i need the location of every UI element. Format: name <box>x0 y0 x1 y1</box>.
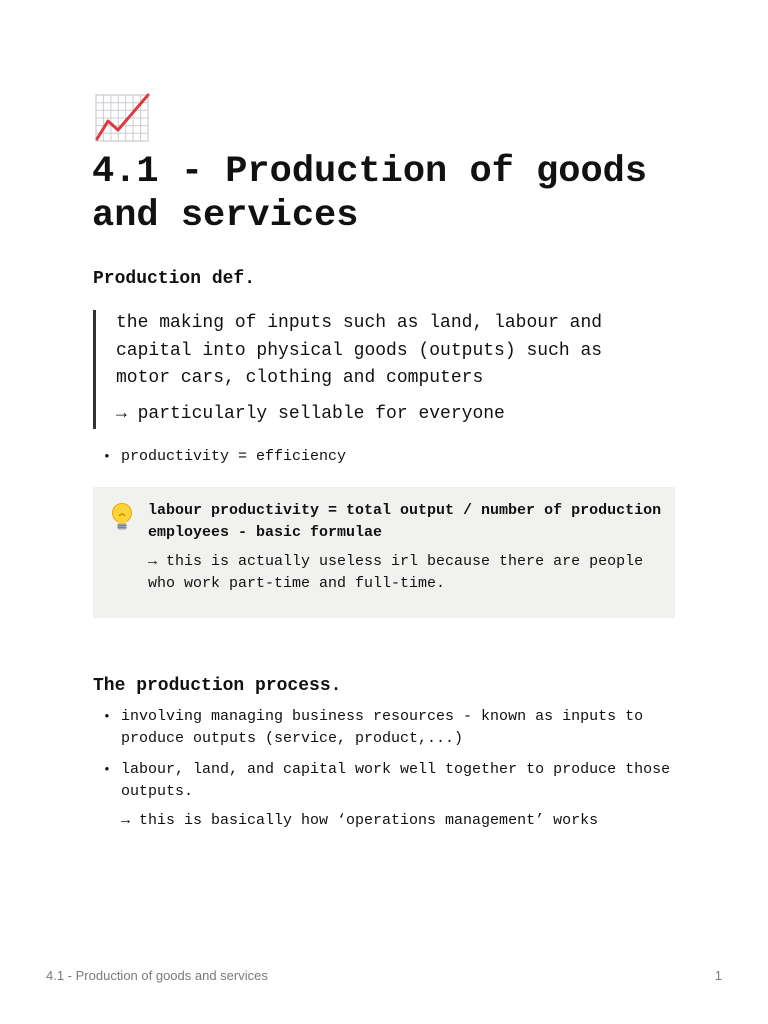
quote-text: the making of inputs such as land, labour and capital into physical goods (outputs) such as motor cars, clothing and computers <box>116 313 603 388</box>
bullet-icon: • <box>103 709 111 724</box>
section-heading-production-def: Production def. <box>93 269 256 289</box>
bullet-icon: • <box>103 762 111 777</box>
list-item <box>93 759 673 832</box>
list-item-text: labour, land, and capital work well together to produce those outputs. <box>121 761 671 800</box>
definition-bullet-list <box>93 446 673 468</box>
process-bullet-list <box>93 706 673 832</box>
footer-document-title: 4.1 - Production of goods and services <box>46 968 268 983</box>
definition-quote <box>93 310 663 429</box>
lightbulb-icon <box>109 502 135 532</box>
footer-page-number: 1 <box>714 968 722 983</box>
page-title: 4.1 - Production of goods and services <box>92 151 648 237</box>
formula-callout <box>93 487 675 618</box>
quote-arrow-note: → particularly sellable for everyone <box>116 403 505 424</box>
list-item <box>93 446 673 468</box>
list-item-text: productivity = efficiency <box>121 448 347 465</box>
list-item <box>93 706 673 750</box>
list-item-arrow-note: → this is basically how ‘operations management’ works <box>121 812 599 829</box>
bullet-icon: • <box>103 449 111 464</box>
callout-note: → this is actually useless irl because there are people who work part-time and full-time. <box>148 553 644 592</box>
callout-formula: labour productivity = total output / number of production employees - basic formulae <box>148 502 662 541</box>
list-item-text: involving managing business resources - known as inputs to produce outputs (service, product,...) <box>121 708 644 747</box>
chart-increasing-icon <box>92 91 152 145</box>
section-heading-production-process: The production process. <box>93 676 342 696</box>
